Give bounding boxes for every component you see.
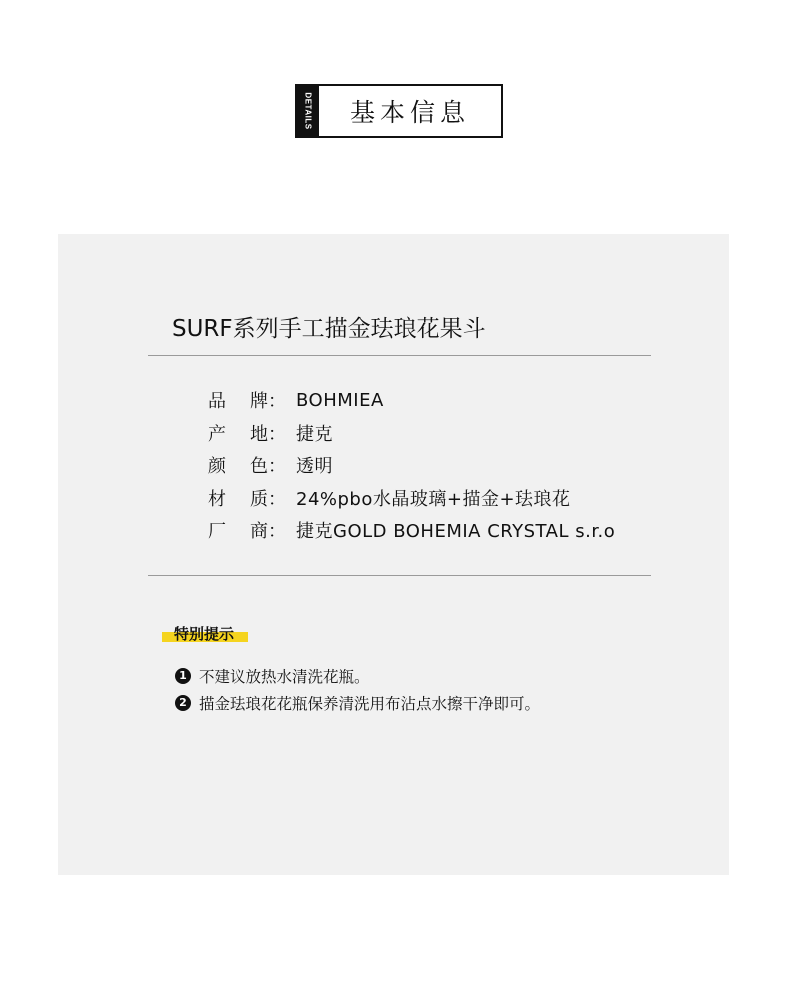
spec-label-char: 颜 [208, 456, 226, 478]
spec-label-char: 色 [250, 456, 268, 478]
spec-label [208, 517, 268, 543]
notice-item [175, 689, 540, 716]
spec-label-char: 材 [208, 488, 226, 510]
bottom-divider [148, 575, 651, 576]
section-title: 基本信息 [349, 98, 470, 127]
spec-colon: ： [268, 391, 286, 413]
details-tag-label: DETAILS [303, 92, 313, 130]
spec-row-color [208, 449, 615, 482]
spec-colon: ： [268, 521, 286, 543]
notice-title: 特别提示 [174, 624, 235, 643]
spec-value-origin: 捷克 [296, 423, 333, 445]
notice-item [175, 662, 540, 689]
spec-label-char: 商 [250, 521, 268, 543]
spec-value-material: 24%pbo水晶玻璃+描金+珐琅花 [296, 488, 571, 510]
spec-row-origin [208, 417, 615, 450]
product-info-panel [58, 234, 729, 875]
spec-label [208, 420, 268, 446]
spec-label-char: 品 [208, 391, 226, 413]
spec-value-color: 透明 [296, 456, 333, 478]
spec-label-char: 厂 [208, 521, 226, 543]
notice-list [175, 662, 540, 716]
spec-label-char: 地 [250, 423, 268, 445]
spec-row-material [208, 482, 615, 515]
product-title: SURF系列手工描金珐琅花果斗 [172, 316, 486, 342]
spec-colon: ： [268, 488, 286, 510]
number-circle-icon: 1 [175, 668, 191, 684]
top-divider [148, 355, 651, 356]
spec-label [208, 387, 268, 413]
spec-label-char: 产 [208, 423, 226, 445]
spec-row-manufacturer [208, 514, 615, 547]
number-circle-icon: 2 [175, 695, 191, 711]
spec-label-char: 牌 [250, 391, 268, 413]
spec-label [208, 485, 268, 511]
spec-value-manufacturer: 捷克GOLD BOHEMIA CRYSTAL s.r.o [296, 521, 616, 543]
notice-heading [162, 622, 248, 644]
notice-text: 不建议放热水清洗花瓶。 [199, 667, 370, 686]
notice-text: 描金珐琅花花瓶保养清洗用布沾点水擦干净即可。 [199, 694, 541, 713]
spec-row-brand [208, 384, 615, 417]
spec-list [208, 384, 615, 547]
spec-value-brand: BOHMIEA [296, 389, 384, 411]
spec-label [208, 452, 268, 478]
spec-colon: ： [268, 456, 286, 478]
details-tag [297, 86, 319, 136]
spec-label-char: 质 [250, 488, 268, 510]
spec-colon: ： [268, 423, 286, 445]
details-header-badge [295, 84, 503, 138]
